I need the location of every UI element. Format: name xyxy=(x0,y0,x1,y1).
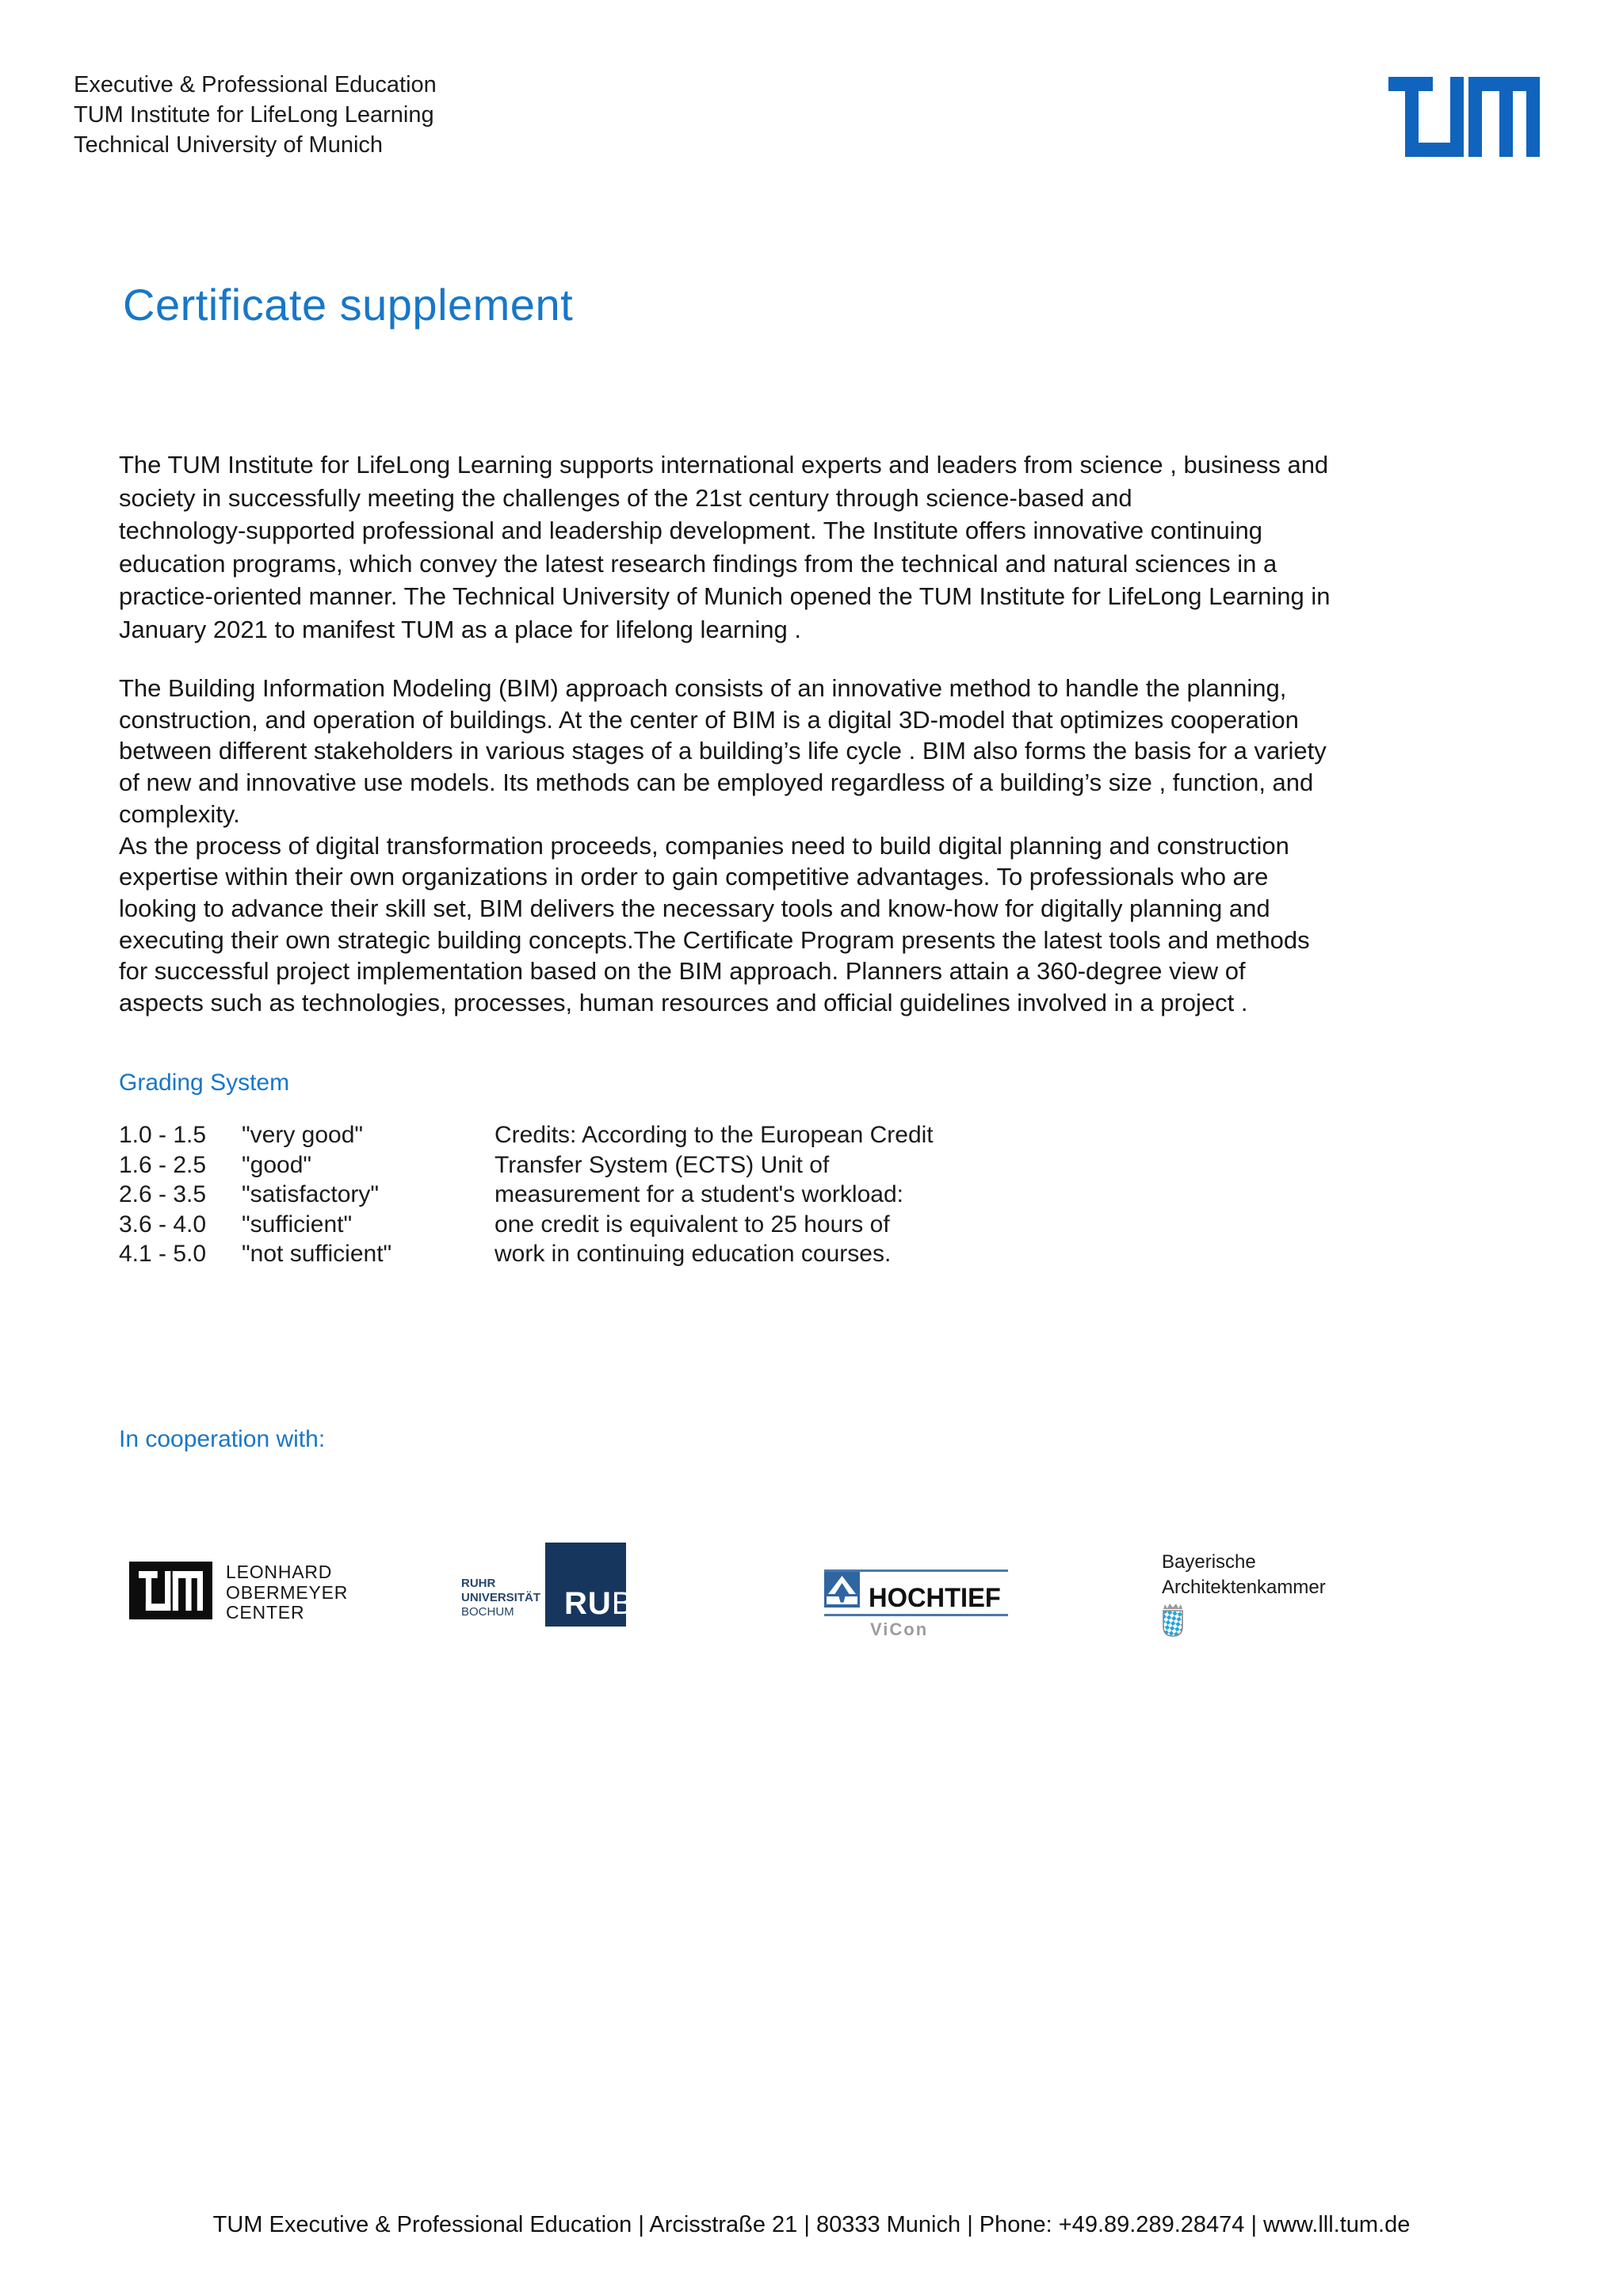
hochtief-rule-bottom xyxy=(824,1614,1008,1616)
hochtief-vicon-logo xyxy=(824,1569,1008,1649)
hochtief-logo-icon xyxy=(824,1572,860,1611)
bavarian-coat-of-arms-icon xyxy=(1162,1602,1184,1642)
byak-name: Bayerische Architektenkammer xyxy=(1162,1551,1326,1598)
grade-label: "good" xyxy=(242,1151,312,1178)
grade-label: "not sufficient" xyxy=(242,1241,392,1268)
loc-label: LEONHARD OBERMEYER CENTER xyxy=(226,1562,349,1623)
grading-system-heading: Grading System xyxy=(119,1070,290,1096)
tum-black-logo-icon xyxy=(129,1562,212,1619)
rub-monogram-light: B xyxy=(611,1586,634,1621)
bim-paragraph: The Building Information Modeling (BIM) approach consists of an innovative method to handle the planning, construction, and operation of buildings. At the center of BIM is a digital 3D-model that optimizes cooperation between different stakeholders in various stages of a building’s life cycle . BIM also forms the basis for a variety of new and innovative use models. Its methods can be employed regardless of a building’s size , function, and complexity. As the process of digital transformation proceeds, companies need to build digital planning and construction expertise within their own organizations in order to gain competitive advantages. To professionals who are looking to advance their skill set, BIM delivers the necessary tools and know-how for digitally planning and executing their own strategic building concepts.The Certificate Program presents the latest tools and methods for successful project implementation based on the BIM approach. Planners attain a 360-degree view of aspects such as technologies, processes, human resources and official guidelines involved in a project . xyxy=(119,674,1327,1017)
grade-label: "sufficient" xyxy=(242,1211,353,1238)
rub-monogram-bold: RU xyxy=(564,1586,612,1621)
grade-range: 1.6 - 2.5 xyxy=(119,1151,207,1178)
rub-logo-icon xyxy=(545,1543,634,1627)
rub-org-name xyxy=(461,1577,540,1619)
tum-logo-icon xyxy=(1388,77,1540,157)
grade-label: "satisfactory" xyxy=(242,1181,380,1208)
hochtief-name: HOCHTIEF xyxy=(869,1583,1001,1613)
credits-note: Credits: According to the European Credit Transfer System (ECTS) Unit of measurement for a student's workload: one credit is equivalent to 25 hours of work in continuing education courses. xyxy=(495,1122,934,1268)
leonhard-obermeyer-center-logo xyxy=(129,1562,348,1623)
grade-range: 1.0 - 1.5 xyxy=(119,1122,207,1148)
grade-range: 2.6 - 3.5 xyxy=(119,1181,207,1208)
grade-range: 3.6 - 4.0 xyxy=(119,1211,207,1238)
cooperation-heading: In cooperation with: xyxy=(119,1426,326,1452)
grading-table xyxy=(119,1120,391,1269)
grading-row xyxy=(119,1120,391,1150)
grading-row xyxy=(119,1150,391,1180)
grading-row xyxy=(119,1239,391,1269)
org-address-block: Executive & Professional Education TUM Institute for LifeLong Learning Technical University of Munich xyxy=(74,72,437,158)
page-title: Certificate supplement xyxy=(123,280,574,330)
rub-org-bold: RUHR UNIVERSITÄT xyxy=(461,1577,541,1604)
grade-range: 4.1 - 5.0 xyxy=(119,1241,207,1268)
hochtief-sub-brand: ViCon xyxy=(870,1619,929,1639)
grading-row xyxy=(119,1210,391,1240)
intro-paragraph: The TUM Institute for LifeLong Learning supports international experts and leaders from science , business and society in successfully meeting the challenges of the 21st century through science-based and technology-supported professional and leadership development. The Institute offers innovative continuing education programs, which convey the latest research findings from the technical and natural sciences in a practice-oriented manner. The Technical University of Munich opened the TUM Institute for LifeLong Learning in January 2021 to manifest TUM as a place for lifelong learning . xyxy=(119,451,1331,643)
rub-monogram xyxy=(564,1586,633,1622)
grade-label: "very good" xyxy=(242,1122,364,1148)
grading-row xyxy=(119,1180,391,1210)
rub-org-regular: BOCHUM xyxy=(461,1605,514,1619)
footer-contact-line: TUM Executive & Professional Education | Arcisstraße 21 | 80333 Munich | Phone: +49.89.289.28474 | www.lll.tum.de xyxy=(212,2212,1411,2237)
